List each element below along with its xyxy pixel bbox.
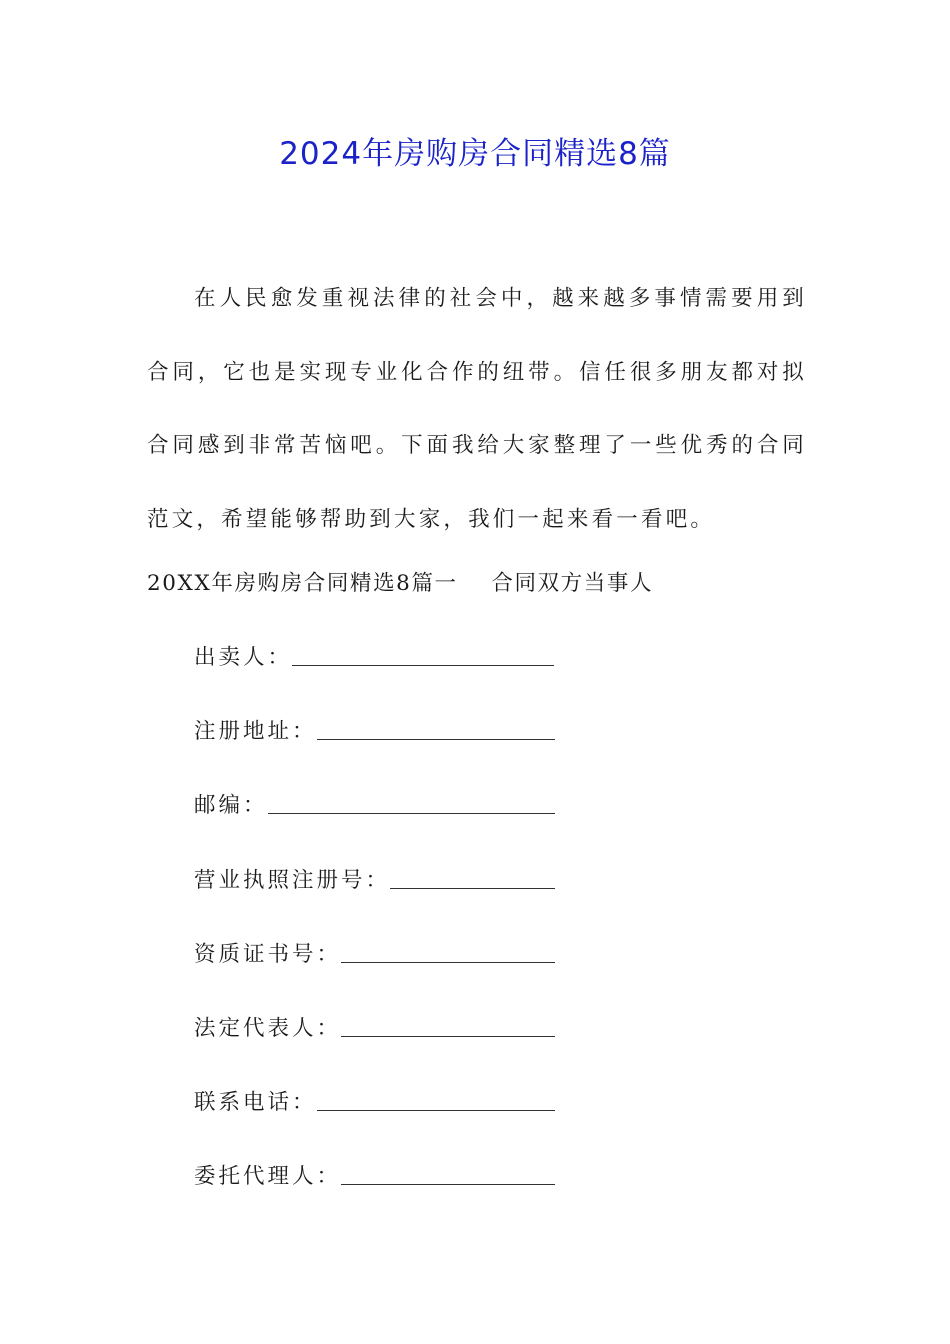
- blank-line[interactable]: [390, 863, 555, 889]
- field-registered-address: [194, 714, 555, 788]
- field-label: 委托代理人：: [194, 1164, 342, 1190]
- section-heading: 20XX年房购房合同精选8篇一 合同双方当事人: [147, 571, 654, 596]
- field-label: 注册地址：: [194, 719, 317, 745]
- document-title: 2024年房购房合同精选8篇: [279, 136, 671, 172]
- blank-line[interactable]: [341, 1159, 555, 1185]
- field-postcode: [194, 788, 555, 862]
- blank-line[interactable]: [317, 1085, 555, 1111]
- blank-line[interactable]: [268, 788, 555, 814]
- field-legal-representative: [194, 1011, 555, 1085]
- field-phone: [194, 1085, 555, 1159]
- blank-line[interactable]: [341, 937, 555, 963]
- field-seller: [194, 640, 555, 714]
- field-label: 营业执照注册号：: [194, 867, 391, 893]
- blank-line[interactable]: [292, 640, 554, 666]
- intro-paragraph: 在人民愈发重视法律的社会中，越来越多事情需要用到合同，它也是实现专业化合作的纽带。信任很多朋友都对拟合同感到非常苦恼吧。下面我给大家整理了一些优秀的合同范文，希望能够帮助到大家，我们一起来看一看吧。: [147, 286, 807, 532]
- party-fields: [194, 640, 555, 1234]
- field-label: 出卖人：: [194, 645, 293, 670]
- field-label: 资质证书号：: [194, 941, 342, 967]
- field-business-license: [194, 863, 555, 937]
- field-label: 法定代表人：: [194, 1015, 342, 1041]
- blank-line[interactable]: [341, 1011, 555, 1037]
- blank-line[interactable]: [317, 714, 555, 740]
- field-agent: [194, 1159, 555, 1233]
- field-label: 联系电话：: [194, 1090, 317, 1116]
- field-qualification-cert: [194, 937, 555, 1011]
- field-label: 邮编：: [194, 793, 268, 819]
